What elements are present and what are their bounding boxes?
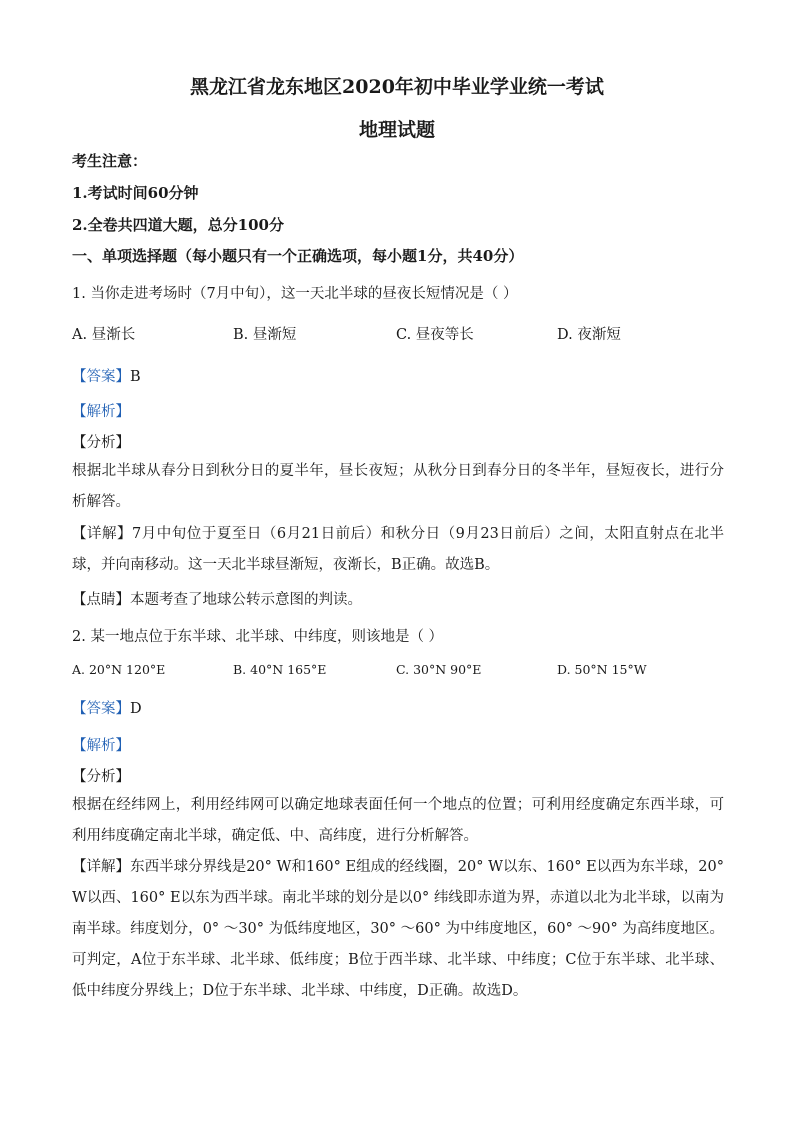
q2-analysis-text: 根据在经纬网上，利用经纬网可以确定地球表面任何一个地点的位置；可利用经度确定东西半球，可利用纬度确定南北半球，确定低、中、高纬度，进行分析解答。 bbox=[72, 797, 724, 844]
q1-remark bbox=[72, 588, 724, 609]
q1-remark-text: 本题考查了地球公转示意图的判读。 bbox=[130, 592, 362, 608]
exam-title: 黑龙江省龙东地区2020年初中毕业学业统一考试 bbox=[190, 76, 604, 98]
q2-option-a: A. 20°N 120°E bbox=[72, 662, 166, 677]
q1-fenxi-tag: 【分析】 bbox=[72, 435, 130, 451]
q2-option-b: B. 40°N 165°E bbox=[233, 662, 327, 677]
q1-detail-text: 7月中旬位于夏至日（6月21日前后）和秋分日（9月23日前后）之间，太阳直射点在北半球，并向南移动。这一天北半球昼渐短，夜渐长，B正确。故选B。 bbox=[72, 526, 725, 573]
q2-detail-text: 东西半球分界线是20° W和160° E组成的经线圈，20° W以东、160° E以西为东半球，20° W以西、160° E以东为西半球。南北半球的划分是以0° 纬线即赤道为界，赤道以北为北半球，以南为南半球。纬度划分，0° ～30° 为低纬度地区，30° ～60° 为中纬度地区，60° ～90° 为高纬度地区。可判定，A位于东半球、北半球、低纬度；B位于西半球、北半球、中纬度；C位于东半球、北半球、低中纬度分界线上；D位于东半球、北半球、中纬度，D正确。故选D。 bbox=[72, 859, 725, 999]
answer-tag: 【答案】 bbox=[72, 701, 130, 717]
detail-tag: 【详解】 bbox=[72, 526, 133, 542]
q2-fenxi-tag: 【分析】 bbox=[72, 769, 130, 785]
answer-tag: 【答案】 bbox=[72, 369, 130, 385]
q2-stem: 2. 某一地点位于东半球、北半球、中纬度，则该地是（ ） bbox=[72, 629, 444, 645]
q1-analysis-tag: 【解析】 bbox=[72, 404, 130, 420]
q2-option-c: C. 30°N 90°E bbox=[396, 662, 482, 677]
q1-stem: 1. 当你走进考场时（7月中旬），这一天北半球的昼夜长短情况是（ ） bbox=[72, 286, 518, 302]
q1-option-c: C. 昼夜等长 bbox=[396, 327, 474, 343]
q2-answer-value: D bbox=[130, 701, 142, 717]
q1-option-d: D. 夜渐短 bbox=[557, 327, 621, 343]
notice-item-2: 2.全卷共四道大题，总分100分 bbox=[72, 216, 284, 234]
q2-analysis-tag: 【解析】 bbox=[72, 738, 130, 754]
q1-detail bbox=[72, 519, 724, 581]
q2-option-d: D. 50°N 15°W bbox=[557, 662, 647, 677]
notice-item-1: 1.考试时间60分钟 bbox=[72, 184, 199, 202]
remark-tag: 【点睛】 bbox=[72, 592, 130, 608]
q1-answer bbox=[72, 365, 724, 386]
q1-option-a: A. 昼渐长 bbox=[72, 327, 136, 343]
q1-answer-value: B bbox=[130, 369, 141, 385]
q2-answer bbox=[72, 697, 724, 718]
q2-detail bbox=[72, 852, 724, 1007]
notice-heading: 考生注意： bbox=[72, 152, 148, 170]
detail-tag: 【详解】 bbox=[72, 859, 131, 875]
exam-subtitle: 地理试题 bbox=[358, 119, 435, 141]
q1-analysis-text: 根据北半球从春分日到秋分日的夏半年，昼长夜短；从秋分日到春分日的冬半年，昼短夜长，进行分析解答。 bbox=[72, 463, 724, 510]
q1-option-b: B. 昼渐短 bbox=[233, 327, 297, 343]
section-heading: 一、单项选择题（每小题只有一个正确选项，每小题1分，共40分） bbox=[72, 247, 524, 265]
